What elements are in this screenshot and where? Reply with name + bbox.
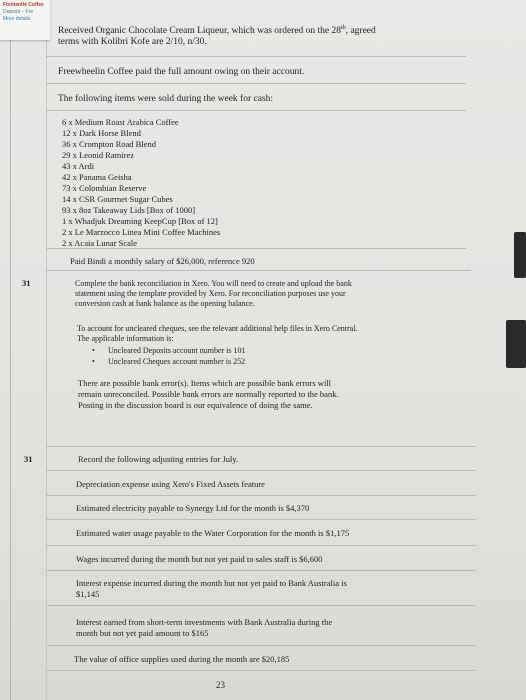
bank-error-line: Posting in the discussion board is our equivalence of doing the same.: [78, 400, 313, 410]
row-text: , agreed: [345, 26, 376, 37]
interest-expense-line: Interest expense incurred during the month but not yet paid to Bank Australia is: [76, 578, 347, 588]
row-divider: [46, 470, 476, 471]
background-object: [514, 232, 526, 278]
uncleared-text-line: The applicable information is:: [77, 334, 174, 343]
page-number: 23: [216, 680, 225, 690]
bullet-item: Uncleared Cheques account number is 252: [108, 357, 246, 366]
row-divider: [46, 545, 476, 546]
row-divider: [46, 495, 476, 496]
adjusting-entry: Estimated water usage payable to the Water Corporation for the month is $1,175: [76, 528, 350, 538]
background-object: [506, 320, 526, 368]
office-supplies-entry: The value of office supplies used during the month are $20,185: [74, 654, 290, 664]
adjusting-heading: Record the following adjusting entries for July.: [78, 454, 239, 464]
row-text: Received Organic Chocolate Cream Liqueur, which was ordered on the 28: [58, 26, 342, 37]
adjusting-entry: Wages incurred during the month but not yet paid to sales staff is $6,600: [76, 554, 323, 564]
adjusting-entry: Depreciation expense using Xero's Fixed Assets feature: [76, 479, 265, 489]
list-item: 29 x Leonid Ramirez: [62, 150, 134, 160]
row-terms: terms with Kolibri Kofe are 2/10, n/30.: [58, 37, 207, 47]
row-divider: [46, 670, 476, 671]
bank-error-line: remain unreconciled. Possible bank errors are normally reported to the bank.: [78, 389, 339, 399]
list-item: 42 x Panama Geisha: [62, 172, 132, 182]
recon-text-line: conversion cash at bank balance as the opening balance.: [75, 299, 255, 308]
row-items-sold-heading: The following items were sold during the week for cash:: [58, 94, 274, 104]
ordinal-suffix: th: [341, 25, 346, 31]
uncleared-text-line: To account for uncleared cheques, see the relevant additional help files in Xero Central.: [77, 324, 358, 333]
list-item: 43 x Ardi: [62, 161, 95, 171]
row-divider: [46, 446, 476, 447]
adjusting-entry: Estimated electricity payable to Synergy Ltd for the month is $4,370: [76, 503, 310, 513]
popup-more-link[interactable]: More details: [3, 16, 31, 22]
corner-popup[interactable]: [0, 0, 50, 40]
row-divider: [46, 83, 466, 84]
row-received-liqueur: [58, 22, 376, 37]
section-number: 31: [22, 278, 31, 288]
list-item: 73 x Colombian Reserve: [62, 183, 147, 193]
interest-earned-line: month but not yet paid amount to $165: [76, 628, 209, 638]
row-freewheelin: Freewheelin Coffee paid the full amount owing on their account.: [58, 67, 305, 77]
list-item: 93 x 8oz Takeaway Lids [Box of 1000]: [62, 205, 196, 215]
section-number: 31: [24, 454, 33, 464]
list-item: 1 x Whadjuk Dreaming KeepCup [Box of 12]: [62, 216, 218, 226]
row-divider: [46, 270, 471, 271]
list-item: 6 x Medium Roast Arabica Coffee: [62, 117, 179, 127]
list-item: 36 x Crompton Road Blend: [62, 139, 156, 149]
popup-title: Fremantle Coffee: [3, 2, 44, 8]
bullet-glyph: •: [92, 346, 95, 355]
recon-text-line: Complete the bank reconciliation in Xero. You will need to create and upload the bank: [75, 279, 352, 288]
row-divider: [46, 645, 476, 646]
row-divider: [46, 605, 476, 606]
popup-text: Deposit – Fre: [3, 9, 34, 15]
list-item: 2 x Acaia Lunar Scale: [62, 238, 138, 248]
list-item: 14 x CSR Gourmet Sugar Cubes: [62, 194, 173, 204]
row-divider: [46, 570, 476, 571]
list-item: 2 x Le Marzocco Linea Mini Coffee Machines: [62, 227, 221, 237]
bullet-item: Uncleared Deposits account number is 101: [108, 346, 246, 355]
row-divider: [46, 56, 466, 57]
margin-rule: [10, 0, 11, 700]
bank-error-line: There are possible bank error(s). Items which are possible bank errors will: [78, 378, 332, 388]
recon-text-line: statement using the template provided by Xero. For reconciliation purposes use your: [75, 289, 346, 298]
list-item: 12 x Dark Horse Blend: [62, 128, 141, 138]
row-salary: Paid Bindi a monthly salary of $26,000, reference 920: [70, 256, 255, 266]
bullet-glyph: •: [92, 357, 95, 366]
interest-earned-line: Interest earned from short-term investments with Bank Australia during the: [76, 617, 333, 627]
row-divider: [46, 110, 466, 111]
column-divider: [46, 0, 47, 700]
interest-expense-line: $1,145: [76, 589, 100, 599]
row-divider: [46, 519, 476, 520]
